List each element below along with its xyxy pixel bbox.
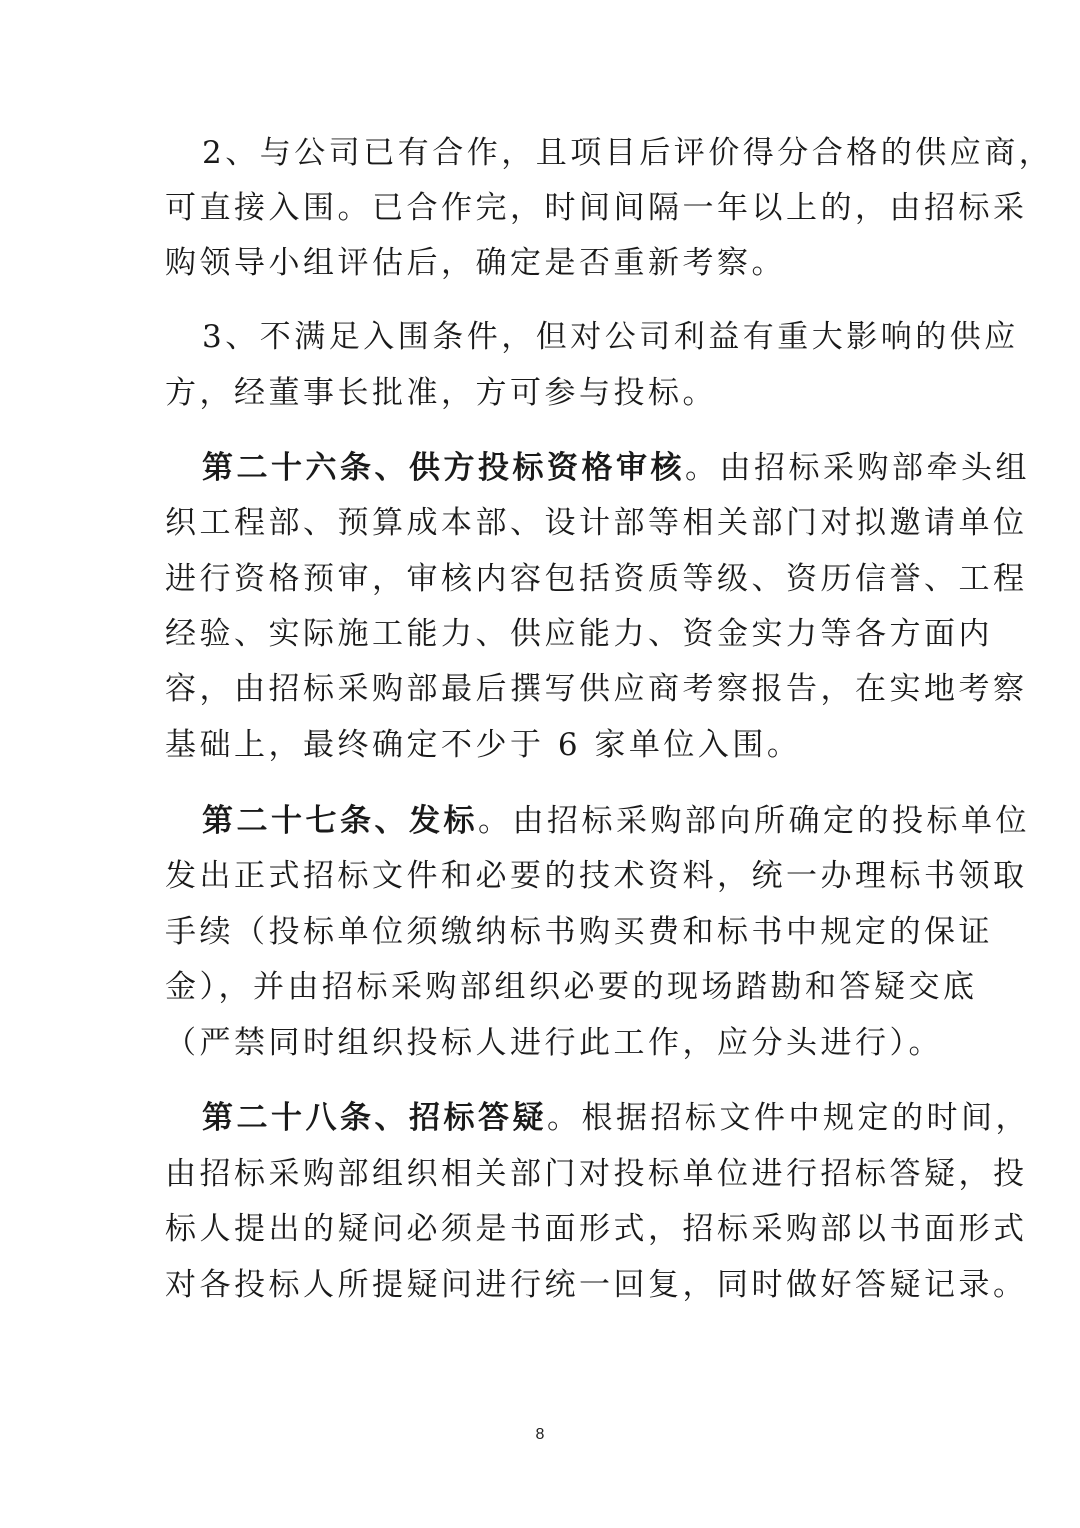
paragraph-line: 手续（投标单位须缴纳标书购买费和标书中规定的保证 [165, 914, 993, 950]
paragraph-line: 购领导小组评估后，确定是否重新考察。 [165, 245, 786, 281]
paragraph-line: 基础上，最终确定不少于 6 家单位入围。 [165, 727, 802, 763]
paragraph-line: 3、不满足入围条件，但对公司利益有重大影响的供应 [202, 319, 1019, 355]
paragraph-line: 对各投标人所提疑问进行统一回复，同时做好答疑记录。 [165, 1267, 1028, 1303]
article-heading: 第二十七条、发标 [202, 803, 478, 839]
paragraph-line: 织工程部、预算成本部、设计部等相关部门对拟邀请单位 [165, 505, 1028, 541]
paragraph-line: 由招标采购部组织相关部门对投标单位进行招标答疑，投 [165, 1156, 1028, 1192]
article-heading-rest: 。由招标采购部牵头组 [685, 450, 1030, 486]
paragraph-line: 金），并由招标采购部组织必要的现场踏勘和答疑交底 [165, 969, 978, 1005]
article-heading-rest: 。由招标采购部向所确定的投标单位 [478, 803, 1030, 839]
paragraph-line: 标人提出的疑问必须是书面形式，招标采购部以书面形式 [165, 1211, 1028, 1247]
article-heading: 第二十六条、供方投标资格审核 [202, 450, 685, 486]
page-number: 8 [535, 1426, 545, 1443]
paragraph-line: 2、与公司已有合作，且项目后评价得分合格的供应商， [202, 135, 1054, 171]
paragraph-line: 进行资格预审，审核内容包括资质等级、资历信誉、工程 [165, 561, 1028, 597]
paragraph-line: 可直接入围。已合作完，时间间隔一年以上的，由招标采 [165, 190, 1028, 226]
article-heading: 第二十八条、招标答疑 [202, 1100, 547, 1136]
paragraph-line: （严禁同时组织投标人进行此工作，应分头进行）。 [165, 1025, 943, 1061]
paragraph-line: 经验、实际施工能力、供应能力、资金实力等各方面内 [165, 616, 993, 652]
paragraph-line: 发出正式招标文件和必要的技术资料，统一办理标书领取 [165, 858, 1028, 894]
article-heading-rest: 。根据招标文件中规定的时间， [547, 1100, 1030, 1136]
paragraph-line: 方，经董事长批准，方可参与投标。 [165, 375, 717, 411]
article-first-line [202, 448, 1030, 488]
article-first-line [202, 1098, 1030, 1138]
article-first-line [202, 801, 1030, 841]
paragraph-line: 容，由招标采购部最后撰写供应商考察报告，在实地考察 [165, 671, 1028, 707]
